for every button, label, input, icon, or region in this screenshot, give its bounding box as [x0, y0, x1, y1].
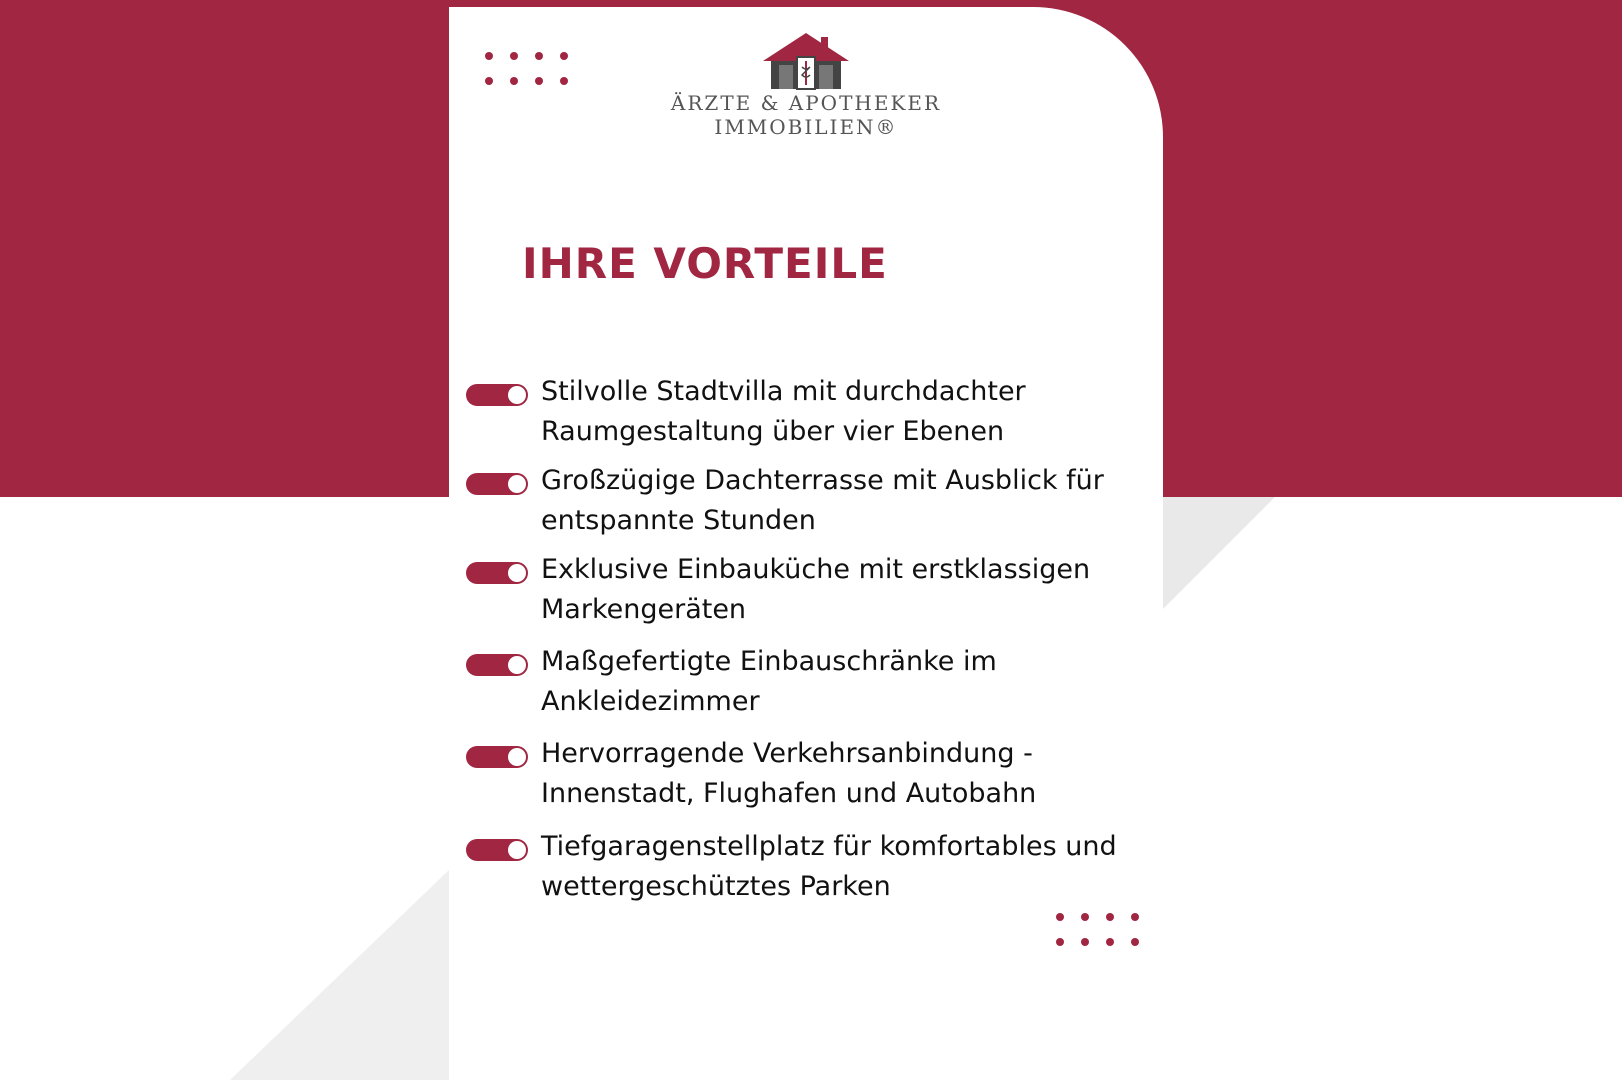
- list-item: [466, 827, 1156, 916]
- feature-text: Großzügige Dachterrasse mit Ausblick für entspannte Stunden: [541, 465, 1104, 536]
- feature-text: Tiefgaragenstellplatz für komfortables und wettergeschütztes Parken: [541, 831, 1117, 902]
- list-item: [466, 550, 1156, 642]
- toggle-icon: [466, 562, 528, 584]
- toggle-icon: [466, 746, 528, 768]
- list-item: [466, 734, 1156, 827]
- content-card: [449, 7, 1163, 1080]
- toggle-icon: [466, 384, 528, 406]
- list-item: [466, 372, 1156, 461]
- feature-text: Maßgefertigte Einbauschränke im Ankleidezimmer: [541, 646, 997, 717]
- feature-text: Stilvolle Stadtvilla mit durchdachter Raumgestaltung über vier Ebenen: [541, 376, 1026, 447]
- house-with-caduceus-icon: [761, 31, 851, 91]
- feature-list: [466, 372, 1156, 916]
- decorative-dots-bottom: [1056, 913, 1139, 946]
- brand-name-line-2: IMMOBILIEN®: [714, 115, 898, 139]
- toggle-icon: [466, 839, 528, 861]
- feature-text: Hervorragende Verkehrsanbindung - Innenstadt, Flughafen und Autobahn: [541, 738, 1037, 809]
- toggle-icon: [466, 473, 528, 495]
- feature-text: Exklusive Einbauküche mit erstklassigen Markengeräten: [541, 554, 1091, 625]
- page-title: IHRE VORTEILE: [522, 239, 888, 288]
- brand-name-line-1: ÄRZTE & APOTHEKER: [670, 91, 942, 115]
- brand-logo: [449, 31, 1163, 139]
- toggle-icon: [466, 654, 528, 676]
- list-item: [466, 642, 1156, 734]
- list-item: [466, 461, 1156, 550]
